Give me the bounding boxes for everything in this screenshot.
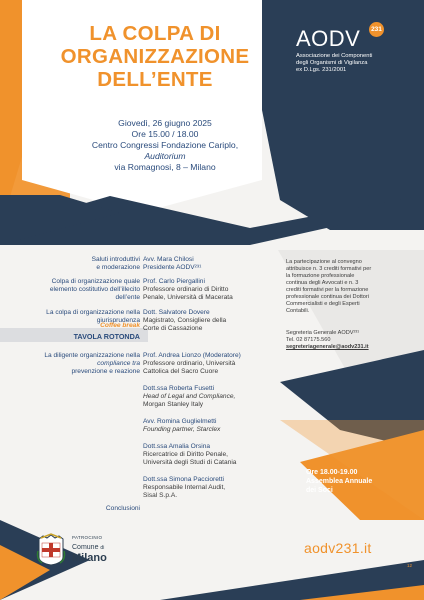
title-line: ORGANIZZAZIONE	[60, 45, 250, 68]
speaker-role: Responsabile Internal Audit,	[143, 484, 226, 491]
topic-line: giurisprudenza	[96, 317, 140, 324]
logo-badge: 231	[369, 22, 384, 37]
page-number: 12	[407, 563, 413, 568]
di-word: di	[100, 545, 105, 551]
credits-line: continua degli Avvocati e n. 3	[286, 280, 359, 286]
program-speaker-2	[143, 278, 273, 302]
patrocinio-city: Milano	[72, 552, 107, 564]
roundtable-speaker-1	[143, 352, 273, 376]
contact-phone: Tel. 02 87175.560	[286, 337, 331, 343]
speaker-name: Dott. Salvatore Dovere	[143, 309, 210, 316]
speaker-role: Università degli Studi di Catania	[143, 459, 237, 466]
credits-line: La partecipazione al convegno	[286, 259, 362, 265]
logo-desc-line: Associazione dei Componenti	[296, 53, 373, 59]
contact-email-link[interactable]: segreteriagenerale@aodv231.it	[286, 344, 369, 350]
topic-line: Colpa di organizzazione quale	[51, 278, 140, 285]
page-title	[60, 22, 250, 91]
aodv-logo	[296, 26, 406, 74]
contact-info	[286, 330, 416, 351]
roundtable-speaker-5	[143, 476, 273, 500]
patrocinio-comune	[72, 544, 104, 551]
topic-line: La diligente organizzazione nella	[44, 352, 140, 359]
assembly-line: Assemblea Annuale	[306, 478, 373, 485]
speaker-role: Ricercatrice di Diritto Penale,	[143, 451, 229, 458]
credits-info	[286, 259, 416, 315]
logo-desc-line: degli Organismi di Vigilanza	[296, 60, 368, 66]
credits-line: professionale continua dei Dottori	[286, 294, 370, 300]
topic-line: La colpa di organizzazione nella	[46, 309, 140, 316]
contact-label: Segreteria Generale AODV²³¹	[286, 330, 360, 336]
roundtable-speaker-2	[143, 385, 273, 409]
speaker-role: Professore ordinario di Diritto	[143, 286, 229, 293]
speaker-name: Prof. Carlo Piergallini	[143, 278, 205, 285]
speaker-role: Morgan Stanley Italy	[143, 401, 204, 408]
speaker-role: Head of Legal and Compliance,	[143, 393, 236, 400]
speaker-name: Dott.ssa Simona Paccioretti	[143, 476, 224, 483]
topic-line: prevenzione e reazione	[71, 368, 140, 375]
website-link[interactable]: aodv231.it	[304, 540, 372, 556]
speaker-role: Penale, Università di Macerata	[143, 294, 233, 301]
comune-word: Comune	[72, 544, 99, 551]
speaker-name: Prof. Andrea Lionzo (Moderatore)	[143, 352, 241, 359]
comune-milano-crest-icon	[36, 533, 66, 567]
roundtable-speaker-3	[143, 418, 273, 434]
speaker-role: Founding partner, Starclex	[143, 426, 221, 433]
logo-name: AODV	[296, 26, 361, 51]
tavola-rotonda: TAVOLA ROTONDA	[73, 332, 140, 341]
topic-line: compliance tra	[97, 360, 140, 367]
topic-line: dell’ente	[115, 294, 140, 301]
speaker-name: Dott.ssa Amalia Orsina	[143, 443, 211, 450]
roundtable-speaker-4	[143, 443, 273, 467]
conclusioni: Conclusioni	[105, 505, 140, 512]
topic-line: Saluti introduttivi	[91, 256, 140, 263]
program-topic-1	[8, 256, 140, 272]
event-venue-room: Auditorium	[144, 151, 186, 161]
program-speaker-1	[143, 256, 273, 272]
credits-line: crediti formativi per la formazione	[286, 287, 369, 293]
speaker-name: Dott.ssa Roberta Fusetti	[143, 385, 215, 392]
assembly-line: Ore 18.00-19.00	[306, 469, 358, 476]
credits-line: attribuisce n. 3 crediti formativi per	[286, 266, 372, 272]
speaker-name: Avv. Romina Guglielmetti	[143, 418, 217, 425]
assembly-info	[306, 468, 372, 495]
patrocinio-label: PATROCINIO	[72, 535, 103, 540]
speaker-role: Cattolica del Sacro Cuore	[143, 368, 219, 375]
event-time: Ore 15.00 / 18.00	[131, 129, 199, 139]
speaker-role: Corte di Cassazione	[143, 325, 203, 332]
topic-line: e moderazione	[96, 264, 140, 271]
assembly-line: dei Soci	[306, 487, 333, 494]
event-date: Giovedì, 26 giugno 2025	[118, 118, 212, 128]
coffee-break: Coffee break	[100, 322, 140, 329]
topic-line: elemento costitutivo dell’illecito	[49, 286, 140, 293]
logo-description	[296, 53, 406, 74]
speaker-role: Professore ordinario, Università	[143, 360, 236, 367]
title-line: LA COLPA DI	[89, 22, 221, 45]
speaker-role: Magistrato, Consigliere della	[143, 317, 227, 324]
program-speaker-3	[143, 309, 273, 333]
patrocinio-block	[36, 533, 107, 572]
roundtable-topic	[8, 352, 140, 376]
event-venue: Centro Congressi Fondazione Cariplo,	[91, 140, 239, 150]
credits-line: Contabili.	[286, 308, 310, 314]
event-address: via Romagnosi, 8 – Milano	[114, 162, 216, 172]
credits-line: Commercialisti e degli Esperti	[286, 301, 360, 307]
event-details	[80, 118, 250, 173]
speaker-name: Avv. Mara Chilosi	[143, 256, 194, 263]
credits-line: la formazione professionale	[286, 273, 355, 279]
speaker-role: Presidente AODV²³¹	[143, 264, 202, 271]
program-topic-2	[8, 278, 140, 302]
title-line: DELL’ENTE	[97, 68, 213, 91]
speaker-role: Sisal S.p.A.	[143, 492, 178, 499]
logo-desc-line: ex D.Lgs. 231/2001	[296, 67, 347, 73]
